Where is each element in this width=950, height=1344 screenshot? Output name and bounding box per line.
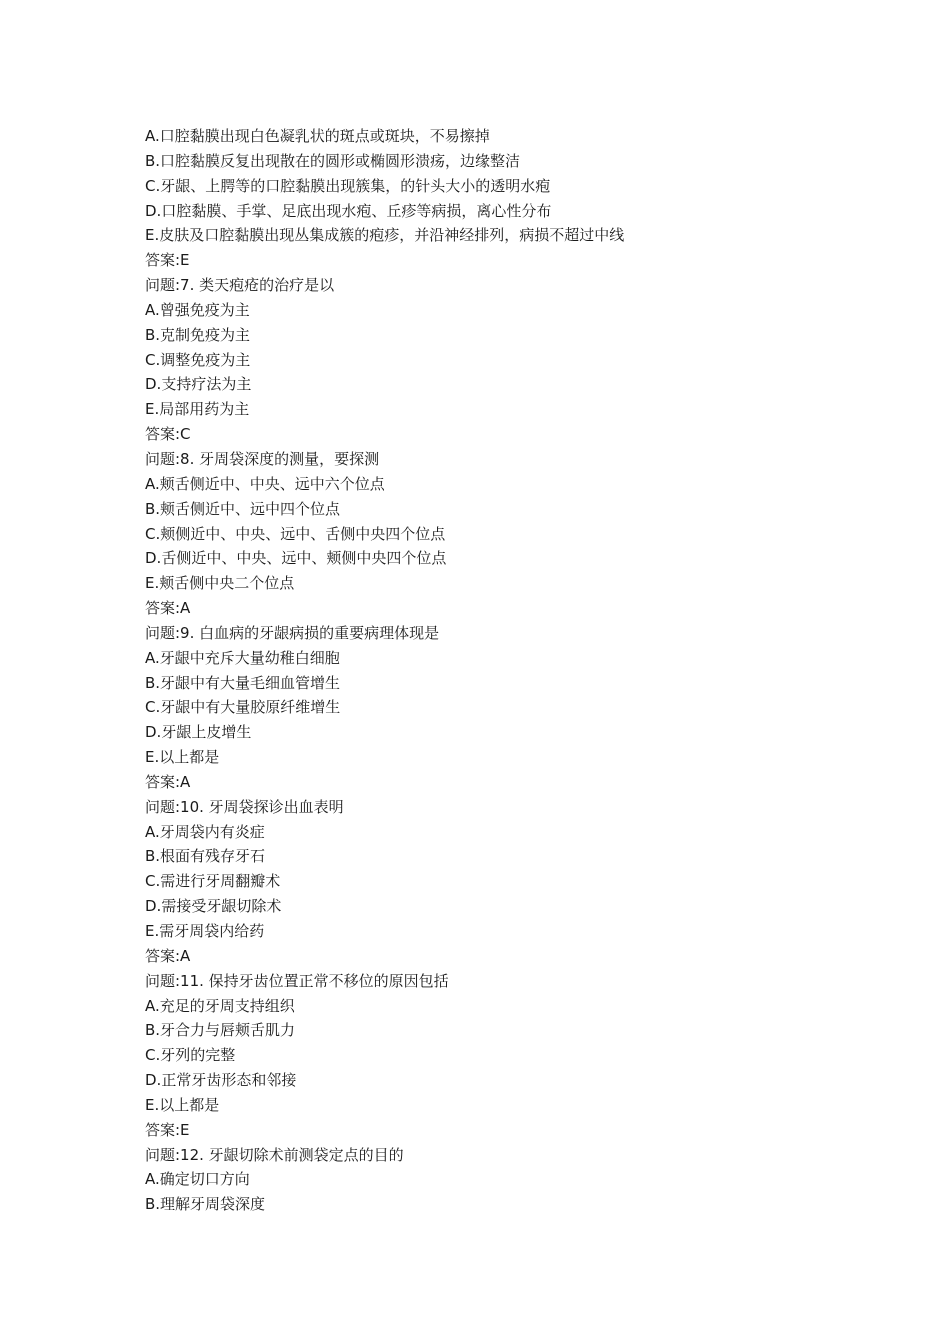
document-text <box>145 124 865 1217</box>
question-line: 问题:8. 牙周袋深度的测量，要探测 <box>145 449 380 468</box>
answer-line: 答案:A <box>145 599 191 618</box>
question-line: 问题:10. 牙周袋探诊出血表明 <box>145 797 344 816</box>
option-line: B.牙合力与唇颊舌肌力 <box>145 1021 296 1040</box>
option-line: D.舌侧近中、中央、远中、颊侧中央四个位点 <box>145 549 447 568</box>
option-line: E.以上都是 <box>145 748 220 767</box>
option-line: C.牙龈中有大量胶原纤维增生 <box>145 698 341 717</box>
answer-line: 答案:A <box>145 946 191 965</box>
answer-line: 答案:A <box>145 772 191 791</box>
answer-line: 答案:E <box>145 1120 190 1139</box>
answer-line: 答案:C <box>145 425 191 444</box>
text-line: C.牙龈、上腭等的口腔黏膜出现簇集，的针头大小的透明水疱 <box>145 176 551 195</box>
option-line: C.需进行牙周翻瓣术 <box>145 872 281 891</box>
question-line: 问题:7. 类天疱疮的治疗是以 <box>145 276 335 295</box>
option-line: E.颊舌侧中央二个位点 <box>145 574 295 593</box>
option-line: D.需接受牙龈切除术 <box>145 897 282 916</box>
option-line: C.牙列的完整 <box>145 1046 236 1065</box>
text-line: E.皮肤及口腔黏膜出现丛集成簇的疱疹，并沿神经排列，病损不超过中线 <box>145 226 625 245</box>
option-line: B.理解牙周袋深度 <box>145 1195 266 1214</box>
option-line: E.以上都是 <box>145 1095 220 1114</box>
option-line: A.牙龈中充斥大量幼稚白细胞 <box>145 648 340 667</box>
question-line: 问题:11. 保持牙齿位置正常不移位的原因包括 <box>145 971 449 990</box>
question-line: 问题:12. 牙龈切除术前测袋定点的目的 <box>145 1145 404 1164</box>
option-line: D.牙龈上皮增生 <box>145 723 252 742</box>
option-line: B.克制免疫为主 <box>145 325 251 344</box>
option-line: A.曾强免疫为主 <box>145 300 250 319</box>
option-line: E.需牙周袋内给药 <box>145 922 265 940</box>
text-line: A.口腔黏膜出现白色凝乳状的斑点或斑块，不易擦掉 <box>145 127 490 145</box>
option-line: D.正常牙齿形态和邻接 <box>145 1071 297 1090</box>
option-line: E.局部用药为主 <box>145 400 250 419</box>
option-line: A.牙周袋内有炎症 <box>145 822 265 841</box>
text-line: D.口腔黏膜、手掌、足底出现水疱、丘疹等病损，离心性分布 <box>145 201 552 220</box>
question-line: 问题:9. 白血病的牙龈病损的重要病理体现是 <box>145 623 440 642</box>
option-line: A.确定切口方向 <box>145 1170 250 1189</box>
text-line: B.口腔黏膜反复出现散在的圆形或椭圆形溃疡，边缘整洁 <box>145 151 521 170</box>
option-line: B.根面有残存牙石 <box>145 847 266 866</box>
option-line: B.牙龈中有大量毛细血管增生 <box>145 673 341 692</box>
option-line: C.颊侧近中、中央、远中、舌侧中央四个位点 <box>145 524 446 543</box>
option-line: A.充足的牙周支持组织 <box>145 996 295 1015</box>
option-line: C.调整免疫为主 <box>145 350 251 369</box>
option-line: B.颊舌侧近中、远中四个位点 <box>145 499 341 518</box>
option-line: D.支持疗法为主 <box>145 375 252 394</box>
option-line: A.颊舌侧近中、中央、远中六个位点 <box>145 474 385 493</box>
answer-line: 答案:E <box>145 251 190 270</box>
